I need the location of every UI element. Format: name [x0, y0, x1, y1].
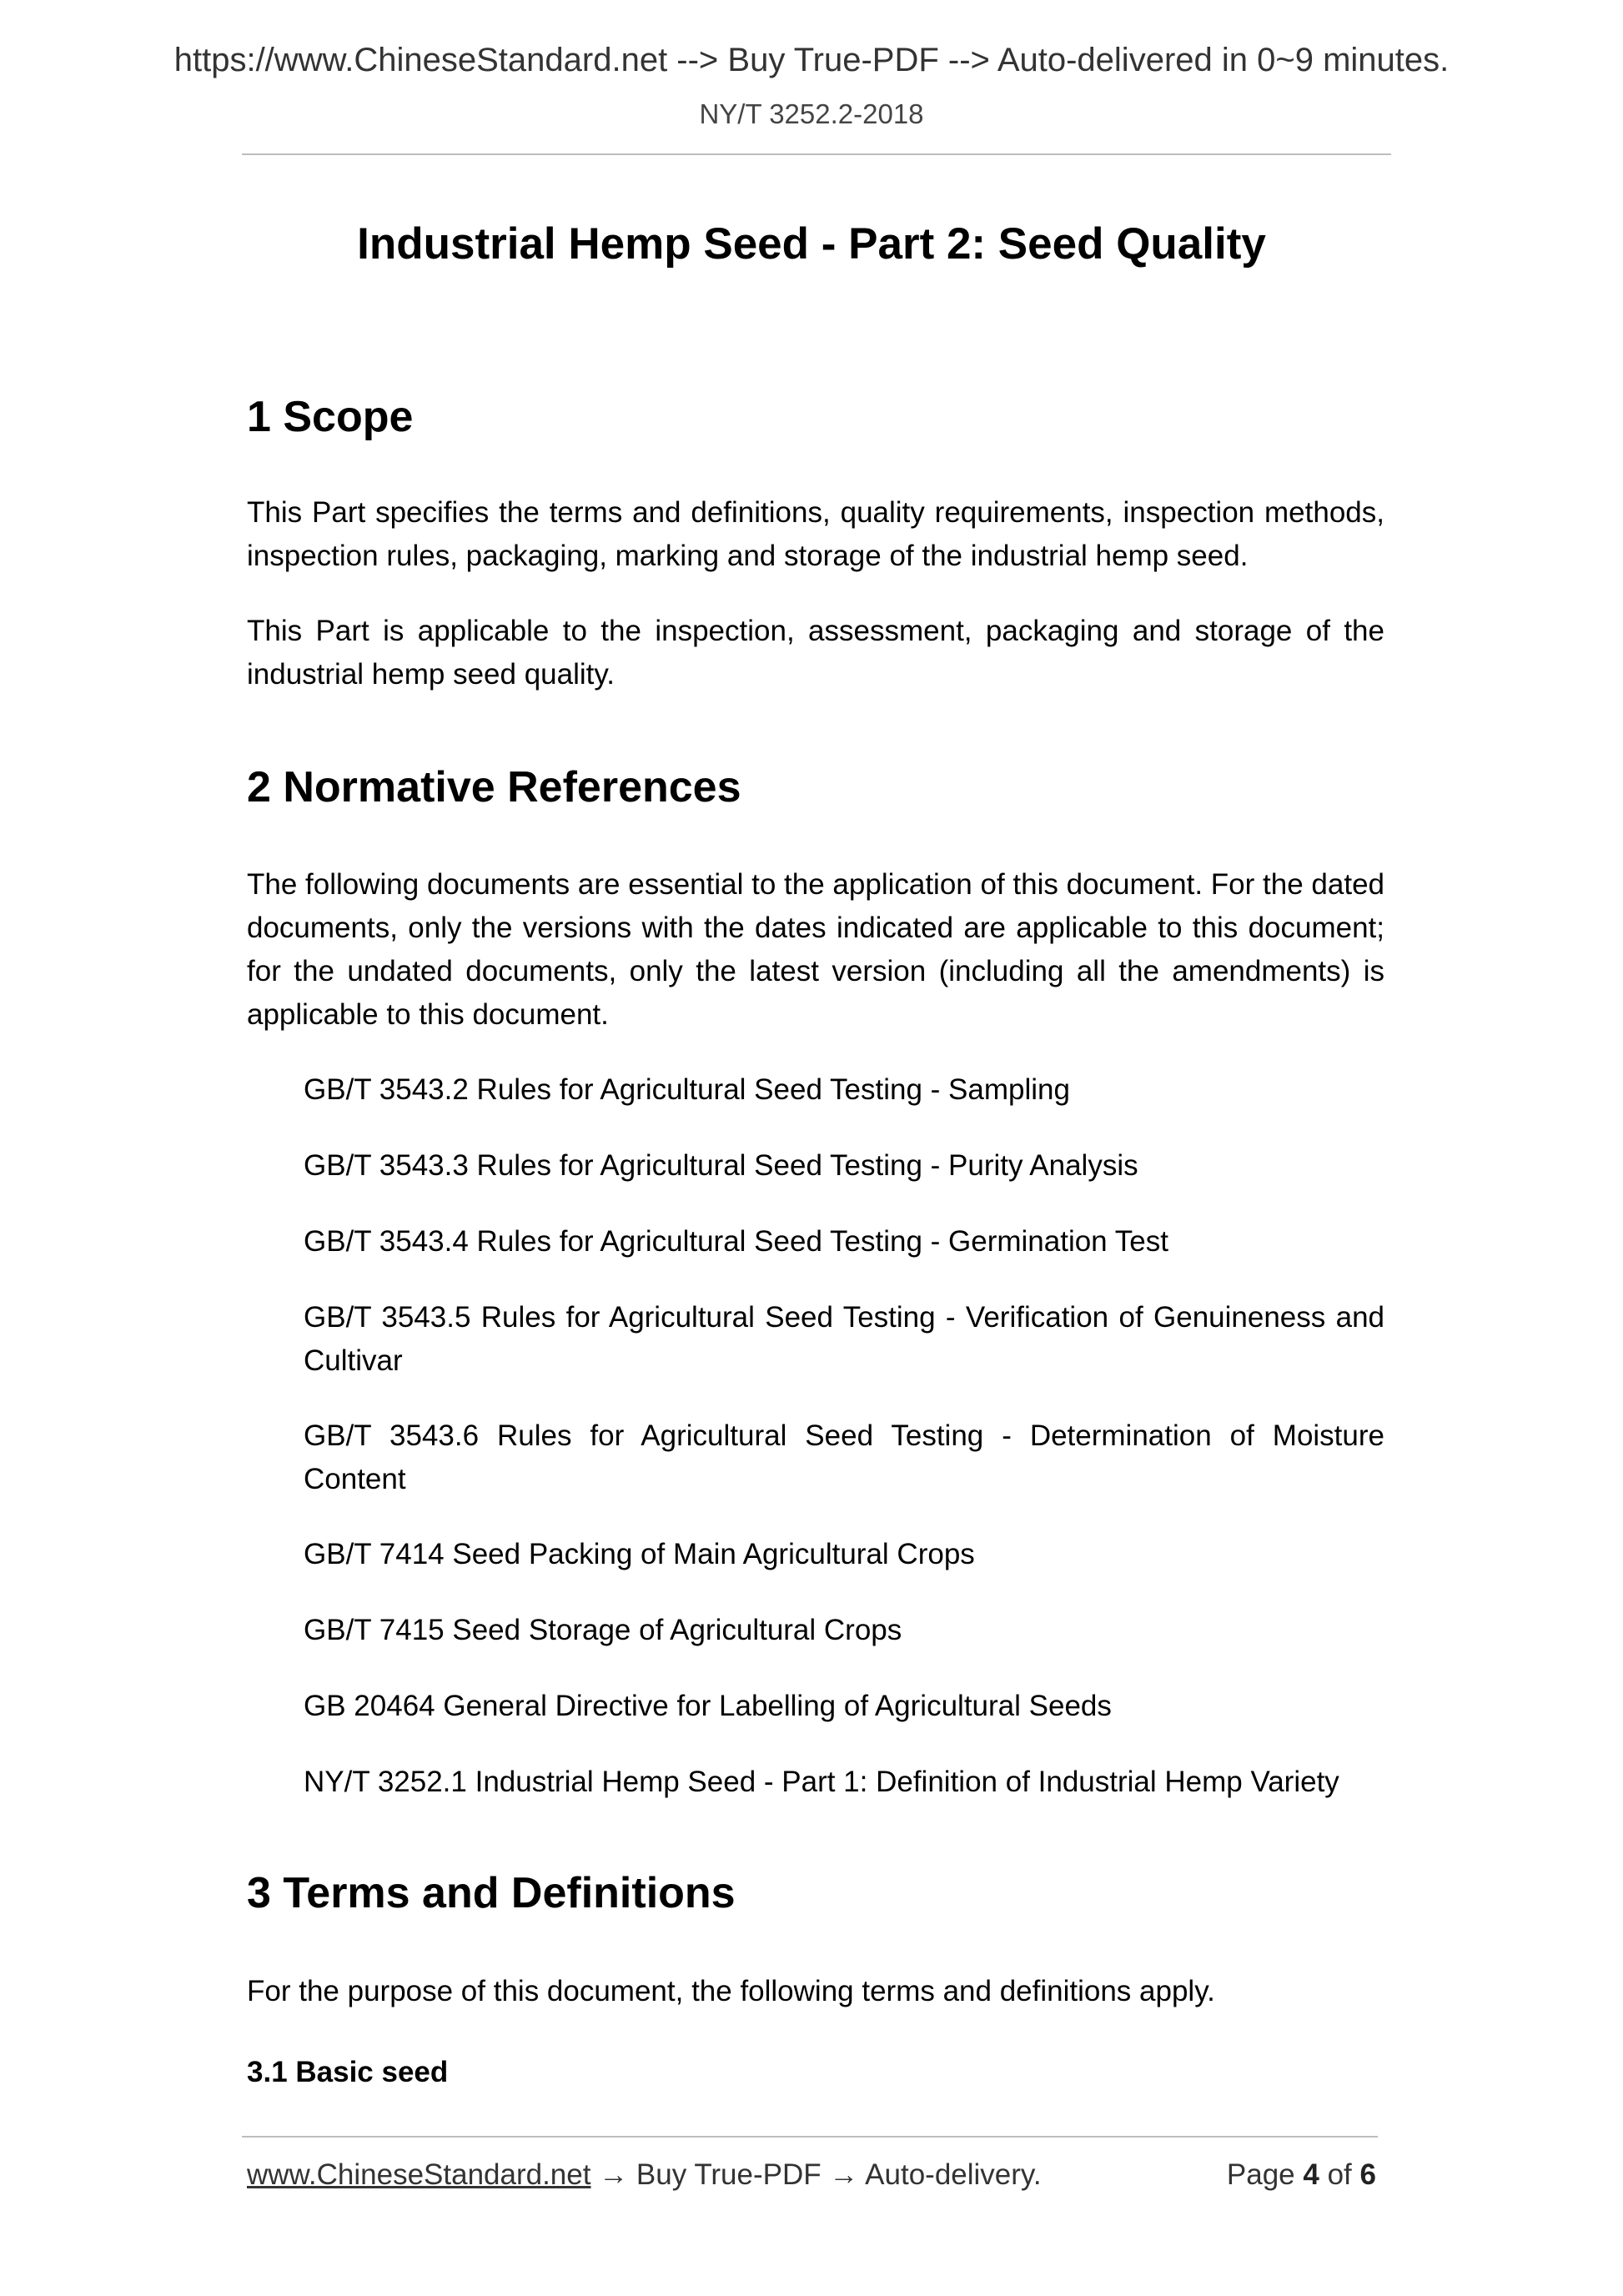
reference-item: GB/T 3543.4 Rules for Agricultural Seed Testing - Germination Test [304, 1225, 1168, 1258]
footer-promo-text: → Buy True-PDF → Auto-delivery. [590, 2158, 1042, 2191]
subsection-heading-basic-seed: 3.1 Basic seed [247, 2056, 449, 2088]
terms-intro-paragraph: For the purpose of this document, the following terms and definitions apply. [247, 1975, 1215, 2007]
page-of-label: of [1327, 2158, 1352, 2191]
footer-divider [242, 2136, 1378, 2138]
footer-site-link[interactable]: www.ChineseStandard.net [247, 2158, 591, 2191]
document-title: Industrial Hemp Seed - Part 2: Seed Quality [357, 219, 1266, 269]
scope-paragraph-1: This Part specifies the terms and definitions, quality requirements, inspection methods, inspection rules, packaging, marking and storage of the industrial hemp seed. [247, 496, 1384, 572]
section-heading-normative-references: 2 Normative References [247, 763, 741, 811]
page-total: 6 [1359, 2158, 1376, 2191]
reference-item: GB/T 3543.6 Rules for Agricultural Seed Testing - Determination of Moisture Content [304, 1419, 1384, 1495]
page-current: 4 [1303, 2158, 1319, 2191]
reference-item: GB/T 7415 Seed Storage of Agricultural Crops [304, 1614, 902, 1646]
page-label: Page [1226, 2158, 1295, 2191]
reference-item: NY/T 3252.1 Industrial Hemp Seed - Part 1: Definition of Industrial Hemp Variety [304, 1766, 1339, 1798]
header-banner: https://www.ChineseStandard.net --> Buy True-PDF --> Auto-delivered in 0~9 minutes. [173, 42, 1450, 78]
reference-item: GB/T 7414 Seed Packing of Main Agricultural Crops [304, 1538, 975, 1570]
footer-promo [247, 2158, 1042, 2192]
reference-item: GB/T 3543.3 Rules for Agricultural Seed Testing - Purity Analysis [304, 1149, 1138, 1182]
reference-item: GB/T 3543.2 Rules for Agricultural Seed Testing - Sampling [304, 1073, 1070, 1106]
section-heading-terms-definitions: 3 Terms and Definitions [247, 1869, 736, 1917]
page-indicator [1227, 2158, 1376, 2192]
reference-item: GB 20464 General Directive for Labelling of Agricultural Seeds [304, 1690, 1112, 1722]
header-divider [242, 153, 1391, 155]
normative-intro-paragraph: The following documents are essential to the application of this document. For the dated documents, only the versions with the dates indicated are applicable to this document; for the undated documents, only the latest version (including all the amendments) is applicable to this document. [247, 868, 1384, 1031]
section-heading-scope: 1 Scope [247, 393, 414, 441]
reference-item: GB/T 3543.5 Rules for Agricultural Seed Testing - Verification of Genuineness and Cultivar [304, 1301, 1384, 1377]
scope-paragraph-2: This Part is applicable to the inspection, assessment, packaging and storage of the industrial hemp seed quality. [247, 615, 1384, 691]
document-number: NY/T 3252.2-2018 [699, 98, 924, 129]
